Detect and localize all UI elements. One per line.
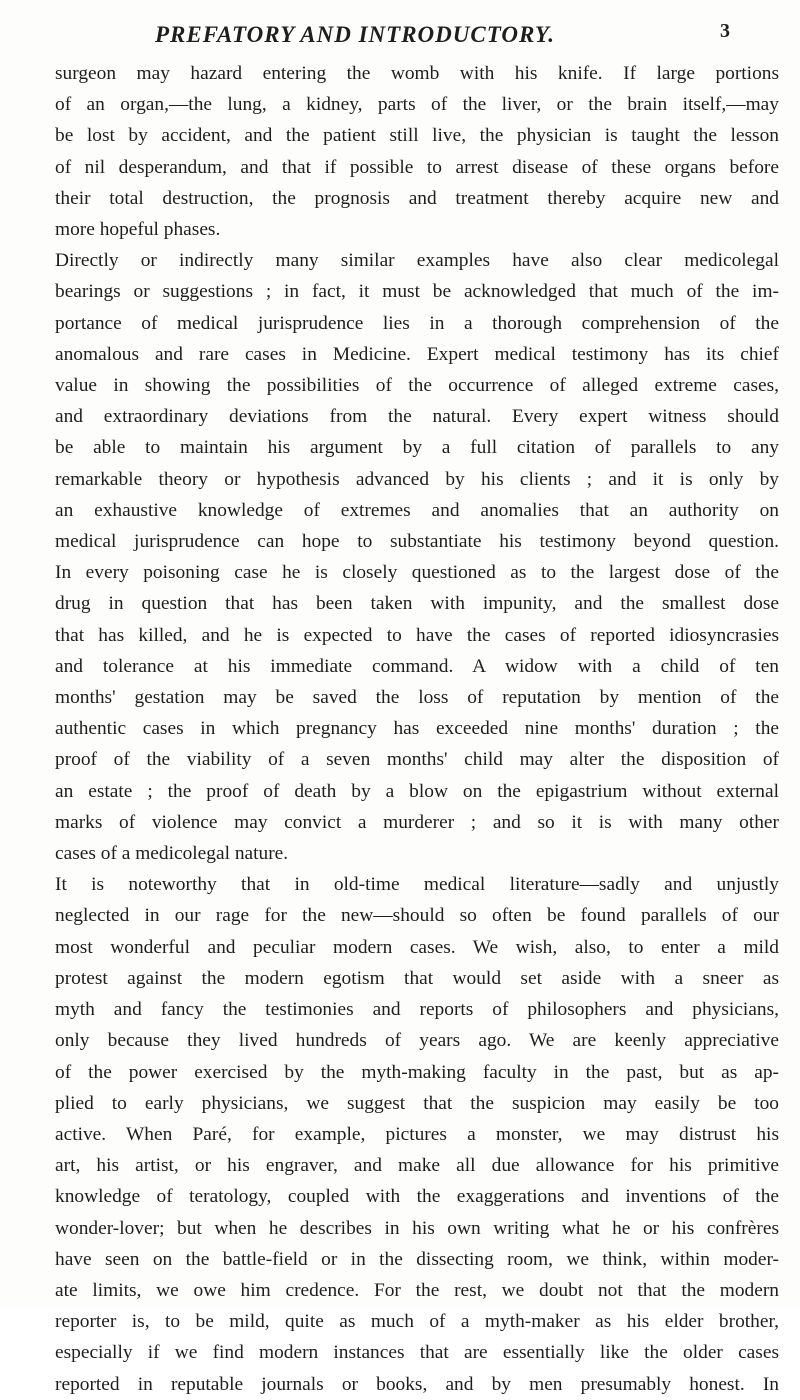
text-line: medical jurisprudence can hope to substantiate his testimony beyond question. [55,531,779,553]
text-line: proof of the viability of a seven months' child may alter the disposition of [55,749,779,771]
text-line: In every poisoning case he is closely questioned as to the largest dose of the [55,562,779,584]
text-line: and tolerance at his immediate command. A widow with a child of ten [55,655,779,677]
text-line: months' gestation may be saved the loss of reputation by mention of the [55,687,779,709]
text-line: surgeon may hazard entering the womb with his knife. If large portions [55,63,779,84]
body-text [55,58,779,1400]
text-line: active. When Paré, for example, pictures a monster, we may distrust his [55,1123,779,1145]
text-line: an exhaustive knowledge of extremes and anomalies that an authority on [55,499,779,521]
text-line: especially if we find modern instances that are essentially like the older cases [55,1342,779,1364]
text-line: reporter is, to be mild, quite as much of a myth-maker as his elder brother, [55,1311,779,1333]
text-line: marks of violence may convict a murderer ; and so it is with many other [55,811,779,833]
text-line: of an organ,—the lung, a kidney, parts of the liver, or the brain itself,—may [55,94,779,116]
text-line: art, his artist, or his engraver, and make all due allowance for his primitive [55,1155,779,1177]
text-line: most wonderful and peculiar modern cases. We wish, also, to enter a mild [55,936,779,958]
text-line: protest against the modern egotism that would set aside with a sneer as [55,967,779,989]
text-line: Directly or indirectly many similar examples have also clear medicolegal [55,250,779,272]
text-line: anomalous and rare cases in Medicine. Expert medical testimony has its chief [55,343,779,365]
text-line: neglected in our rage for the new—should so often be found parallels of our [55,905,779,927]
text-line: drug in question that has been taken with impunity, and the smallest dose [55,593,779,615]
text-line: more hopeful phases. [55,219,221,241]
text-line: their total destruction, the prognosis and treatment thereby acquire new and [55,187,779,209]
running-head: PREFATORY AND INTRODUCTORY. [155,22,555,47]
text-line: knowledge of teratology, coupled with the exaggerations and inventions of the [55,1186,779,1208]
text-line: and extraordinary deviations from the natural. Every expert witness should [55,406,779,428]
text-line: have seen on the battle-field or in the dissecting room, we think, within moder- [55,1248,779,1270]
text-line: reported in reputable journals or books, and by men presumably honest. In [55,1373,779,1395]
text-line: be able to maintain his argument by a full citation of parallels to any [55,437,779,459]
text-line: cases of a medicolegal nature. [55,843,289,865]
text-line: ate limits, we owe him credence. For the rest, we doubt not that the modern [55,1279,779,1301]
text-line: wonder-lover; but when he describes in his own writing what he or his confrères [55,1217,779,1239]
text-line: plied to early physicians, we suggest that the suspicion may easily be too [55,1092,779,1114]
text-line: be lost by accident, and the patient still live, the physician is taught the lesson [55,125,779,147]
text-line: authentic cases in which pregnancy has exceeded nine months' duration ; the [55,718,779,740]
text-line: value in showing the possibilities of the occurrence of alleged extreme cases, [55,375,779,397]
text-line: portance of medical jurisprudence lies in a thorough comprehension of the [55,312,779,334]
text-line: It is noteworthy that in old-time medical literature—sadly and unjustly [55,874,779,896]
text-line: an estate ; the proof of death by a blow on the epigastrium without external [55,780,779,802]
text-line: only because they lived hundreds of years ago. We are keenly appreciative [55,1030,779,1052]
text-line: myth and fancy the testimonies and reports of philosophers and physicians, [55,999,779,1021]
text-line: bearings or suggestions ; in fact, it must be acknowledged that much of the im- [55,281,779,303]
page-number: 3 [720,20,730,42]
text-line: that has killed, and he is expected to have the cases of reported idiosyncrasies [55,624,779,646]
text-line: remarkable theory or hypothesis advanced by his clients ; and it is only by [55,468,779,490]
text-line: of the power exercised by the myth-making faculty in the past, but as ap- [55,1061,779,1083]
text-line: of nil desperandum, and that if possible to arrest disease of these organs before [55,156,779,178]
